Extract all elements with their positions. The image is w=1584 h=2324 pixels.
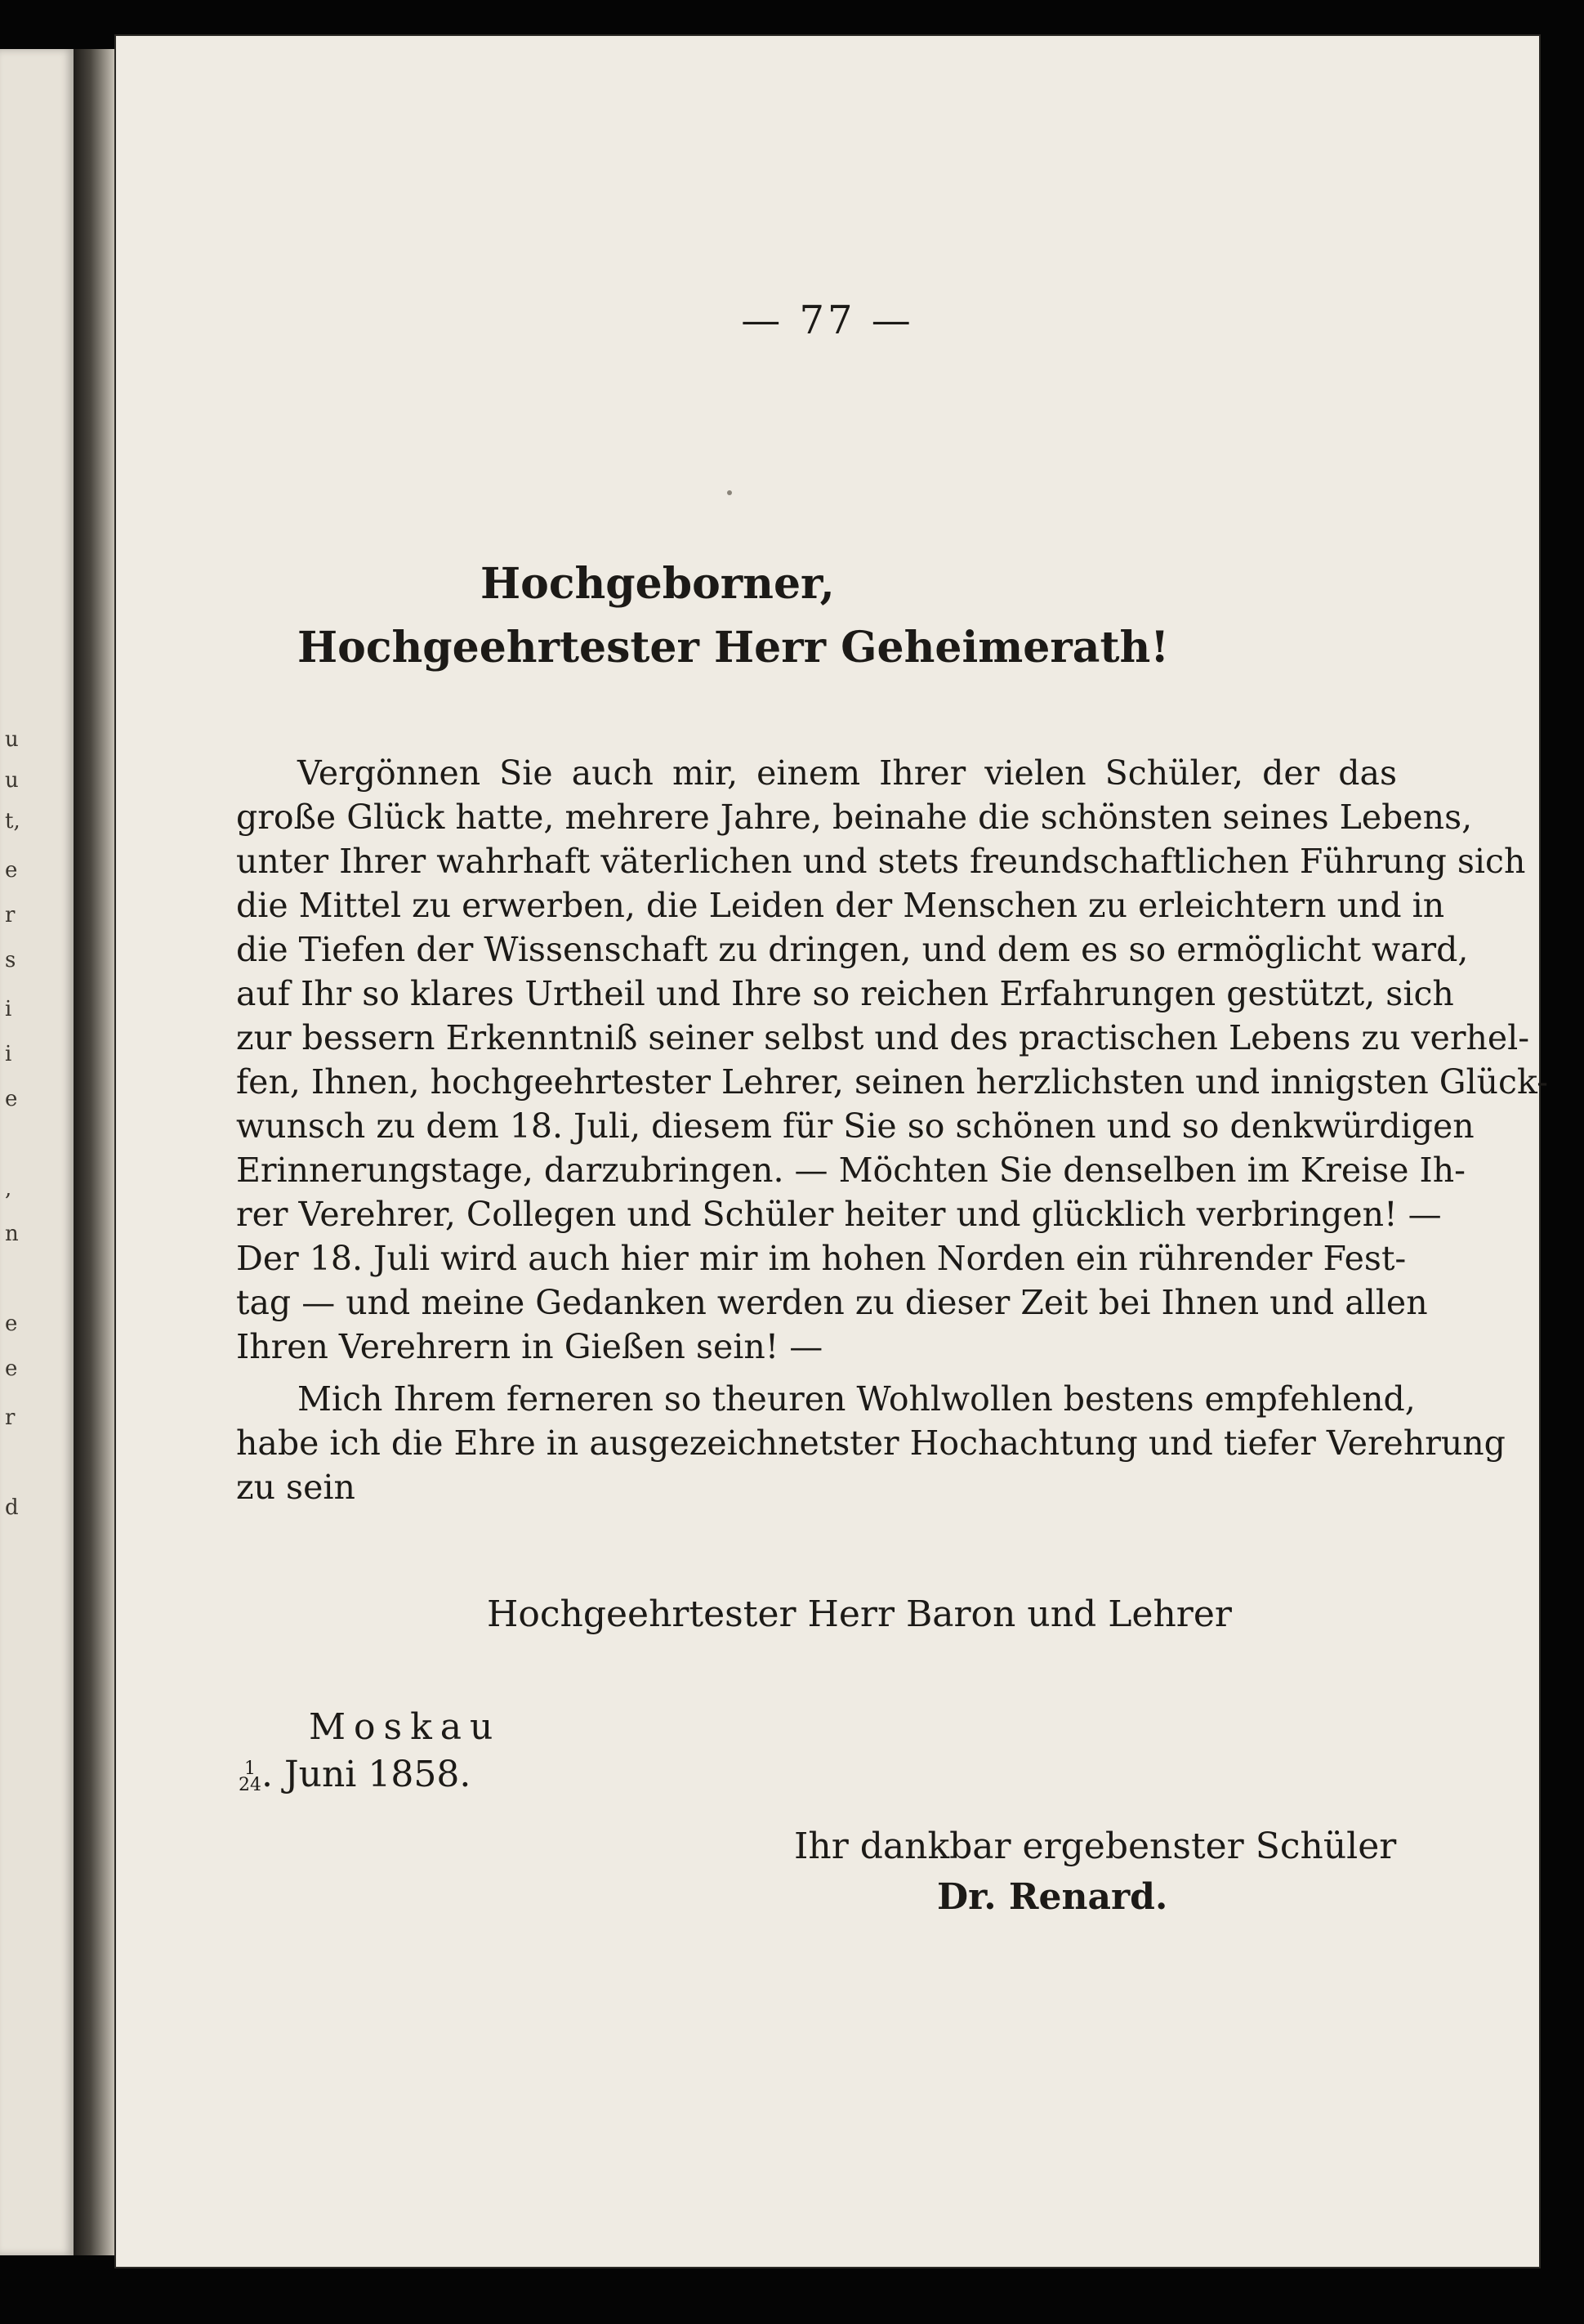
fragment: t,: [5, 809, 20, 834]
fragment: i: [5, 1042, 12, 1066]
fragment: e: [5, 1356, 18, 1381]
fragment: s: [5, 948, 16, 972]
place-line: Moskau: [309, 1706, 502, 1748]
body-line: die Mittel zu erwerben, die Leiden der Menschen zu erleichtern und in: [236, 886, 1445, 925]
fragment: r: [5, 1406, 16, 1430]
book-gutter: [74, 49, 116, 2255]
body-line: Mich Ihrem ferneren so theuren Wohlwollen bestens empfehlend,: [297, 1379, 1416, 1419]
fragment: i: [5, 997, 12, 1021]
body-line: Ihren Verehrern in Gießen sein! —: [236, 1327, 823, 1366]
fragment: e: [5, 1312, 18, 1336]
previous-page-text-fragments: [0, 49, 74, 2255]
ink-speck: [727, 490, 732, 495]
body-line: auf Ihr so klares Urtheil und Ihre so reichen Erfahrungen gestützt, sich: [236, 974, 1454, 1013]
body-line: habe ich die Ehre in ausgezeichnetster Hochachtung und tiefer Verehrung: [236, 1423, 1506, 1463]
fragment: n: [5, 1222, 19, 1246]
body-line: zur bessern Erkenntniß seiner selbst und des practischen Lebens zu verhel-: [236, 1018, 1530, 1057]
fragment: u: [5, 768, 19, 793]
body-line: die Tiefen der Wissenschaft zu dringen, und dem es so ermöglicht ward,: [236, 930, 1469, 969]
body-line: große Glück hatte, mehrere Jahre, beinahe die schönsten seines Lebens,: [236, 798, 1473, 837]
body-line: Erinnerungstage, darzubringen. — Möchten Sie denselben im Kreise Ih-: [236, 1151, 1466, 1190]
date-text: . Juni 1858.: [261, 1754, 471, 1795]
body-line: tag — und meine Gedanken werden zu dieser Zeit bei Ihnen und allen: [236, 1283, 1428, 1322]
date-fraction-bottom: 24: [239, 1774, 261, 1795]
fragment: r: [5, 903, 16, 927]
fragment: ,: [5, 1177, 12, 1201]
date-fraction: [239, 1758, 261, 1795]
signature-line-1: Ihr dankbar ergebenster Schüler: [794, 1826, 1397, 1867]
body-line: Der 18. Juli wird auch hier mir im hohen Norden ein rührender Fest-: [236, 1239, 1407, 1278]
body-line: wunsch zu dem 18. Juli, diesem für Sie so schönen und so denkwürdigen: [236, 1106, 1475, 1146]
body-line: unter Ihrer wahrhaft väterlichen und stets freundschaftlichen Führung sich: [236, 842, 1526, 881]
signature-line-2: Dr. Renard.: [937, 1876, 1168, 1918]
previous-page-edge: [0, 49, 74, 2255]
body-line: rer Verehrer, Collegen und Schüler heiter und glücklich verbringen! —: [236, 1195, 1442, 1234]
salutation-line-2: Hochgeehrtester Herr Geheimerath!: [297, 623, 1170, 673]
page-number: — 77 —: [741, 297, 914, 343]
fragment: e: [5, 1087, 18, 1111]
closing-address: Hochgeehrtester Herr Baron und Lehrer: [487, 1593, 1232, 1635]
body-line: Vergönnen Sie auch mir, einem Ihrer vielen Schüler, der das: [297, 753, 1397, 793]
date-fraction-top: 1: [244, 1758, 256, 1779]
body-line: zu sein: [236, 1468, 355, 1507]
date-line: [239, 1754, 471, 1795]
salutation-line-1: Hochgeborner,: [480, 559, 835, 609]
fragment: u: [5, 727, 19, 752]
fragment: d: [5, 1495, 19, 1520]
body-line: fen, Ihnen, hochgeehrtester Lehrer, seinen herzlichsten und innigsten Glück-: [236, 1062, 1548, 1102]
fragment: e: [5, 858, 18, 883]
book-page: [116, 36, 1548, 2267]
